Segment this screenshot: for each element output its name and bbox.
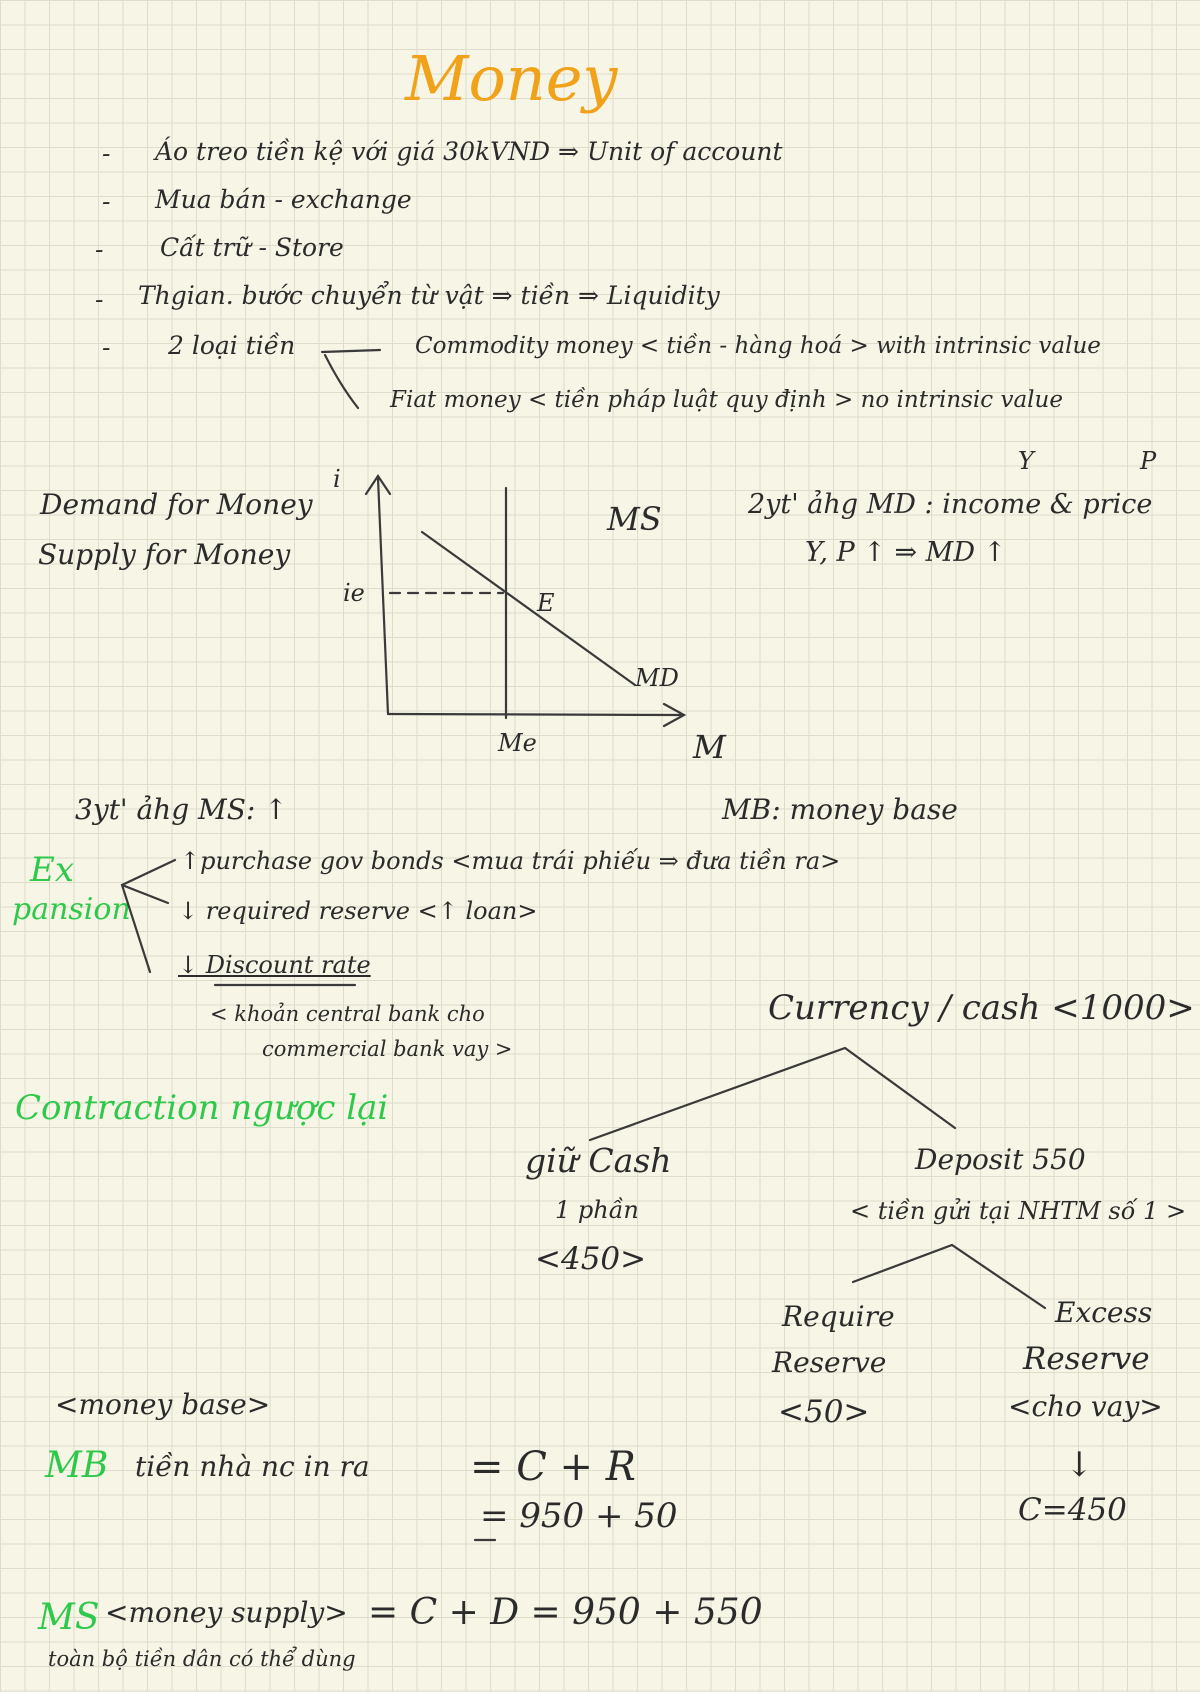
list-item-bullet: -: [102, 333, 111, 362]
tree-excess-arrow: ↓: [1065, 1445, 1094, 1485]
money-base-note: <money base>: [55, 1388, 271, 1421]
tree-right-note: < tiền gửi tại NHTM số 1 >: [850, 1197, 1187, 1225]
graph-equilibrium-label: E: [537, 589, 555, 617]
tree-root-currency: Currency / cash <1000>: [768, 988, 1195, 1028]
list-item: Áo treo tiền kệ với giá 30kVND ⇒ Unit of account: [155, 137, 783, 166]
graph-x-axis: [388, 704, 684, 726]
graph-x-axis-label: M: [693, 728, 726, 766]
ms-factor-item: ↑purchase gov bonds <mua trái phiếu ⇒ đưa tiền ra>: [180, 847, 841, 875]
mb-equation: = C + R: [470, 1444, 636, 1490]
tree-left-part: 1 phần: [555, 1196, 639, 1224]
list-item-bullet: -: [95, 235, 104, 264]
fiat-money: Fiat money < tiền pháp luật quy định > no intrinsic value: [390, 387, 1063, 413]
money-types-bracket: [322, 350, 380, 408]
tree-right-deposit: Deposit 550: [915, 1143, 1086, 1176]
graph-me-label: Me: [498, 729, 537, 757]
list-item-bullet: -: [95, 285, 104, 314]
graph-y-axis-label: i: [333, 465, 341, 493]
supply-for-money-label: Supply for Money: [38, 538, 291, 571]
list-item: Thgian. bước chuyển từ vật ⇒ tiền ⇒ Liquidity: [138, 281, 720, 310]
contraction-label: Contraction ngược lại: [15, 1088, 389, 1128]
expansion-label-2: pansion: [12, 892, 131, 927]
ms-note: <money supply>: [105, 1596, 348, 1629]
tree-excess-note: <cho vay>: [1008, 1390, 1163, 1423]
ms-description: toàn bộ tiền dân có thể dùng: [48, 1647, 356, 1671]
graph-ie-label: ie: [343, 579, 365, 607]
md-curve: [422, 532, 635, 685]
graph-ms-label: MS: [607, 500, 662, 538]
md-factors-header: 2yt' ảhg MD : income & price: [748, 489, 1153, 520]
tree-branch-deposit: [853, 1245, 1045, 1308]
tree-required-reserve: Require: [782, 1300, 895, 1333]
ms-factor-item: ↓ required reserve <↑ loan>: [178, 897, 538, 925]
ms-factor-item: ↓ Discount rate: [178, 951, 371, 979]
mb-value: = 950 + 50: [480, 1496, 678, 1536]
expansion-line1: Ex: [30, 850, 74, 890]
expansion-label: [30, 852, 74, 889]
list-item-bullet: -: [102, 139, 111, 168]
mb-definition: MB: money base: [722, 793, 958, 826]
list-item: 2 loại tiền: [168, 331, 296, 360]
graph-y-axis: [366, 476, 390, 714]
tree-required-value: <50>: [778, 1394, 870, 1430]
mb-symbol: MB: [45, 1445, 109, 1486]
tree-left-cash: giữ Cash: [525, 1141, 672, 1180]
tree-excess-reserve: Excess: [1055, 1296, 1153, 1329]
mb-description: tiền nhà nc in ra: [135, 1450, 370, 1483]
md-y-symbol: Y: [1018, 447, 1034, 475]
ms-factors-header: 3yt' ảhg MS: ↑: [75, 793, 288, 826]
page-title: Money: [405, 42, 618, 115]
list-item: Mua bán - exchange: [155, 185, 412, 214]
list-item: Cất trữ - Store: [160, 233, 344, 262]
ms-equation: = C + D = 950 + 550: [368, 1592, 763, 1633]
md-factors-effect: Y, P ↑ ⇒ MD ↑: [805, 537, 1007, 568]
tree-branch-root: [590, 1048, 955, 1140]
md-p-symbol: P: [1140, 447, 1157, 475]
graph-md-label: MD: [635, 664, 679, 692]
tree-left-value: <450>: [535, 1241, 647, 1277]
discount-note-2: commercial bank vay >: [262, 1037, 513, 1061]
tree-excess-reserve-2: Reserve: [1023, 1341, 1150, 1377]
discount-note: < khoản central bank cho: [210, 1002, 485, 1026]
tree-required-reserve-2: Reserve: [772, 1346, 887, 1379]
ms-symbol: MS: [38, 1597, 100, 1638]
commodity-money: Commodity money < tiền - hàng hoá > with intrinsic value: [415, 333, 1101, 359]
tree-excess-result: C=450: [1018, 1492, 1127, 1528]
list-item-bullet: -: [102, 187, 111, 216]
demand-for-money-label: Demand for Money: [40, 488, 313, 521]
